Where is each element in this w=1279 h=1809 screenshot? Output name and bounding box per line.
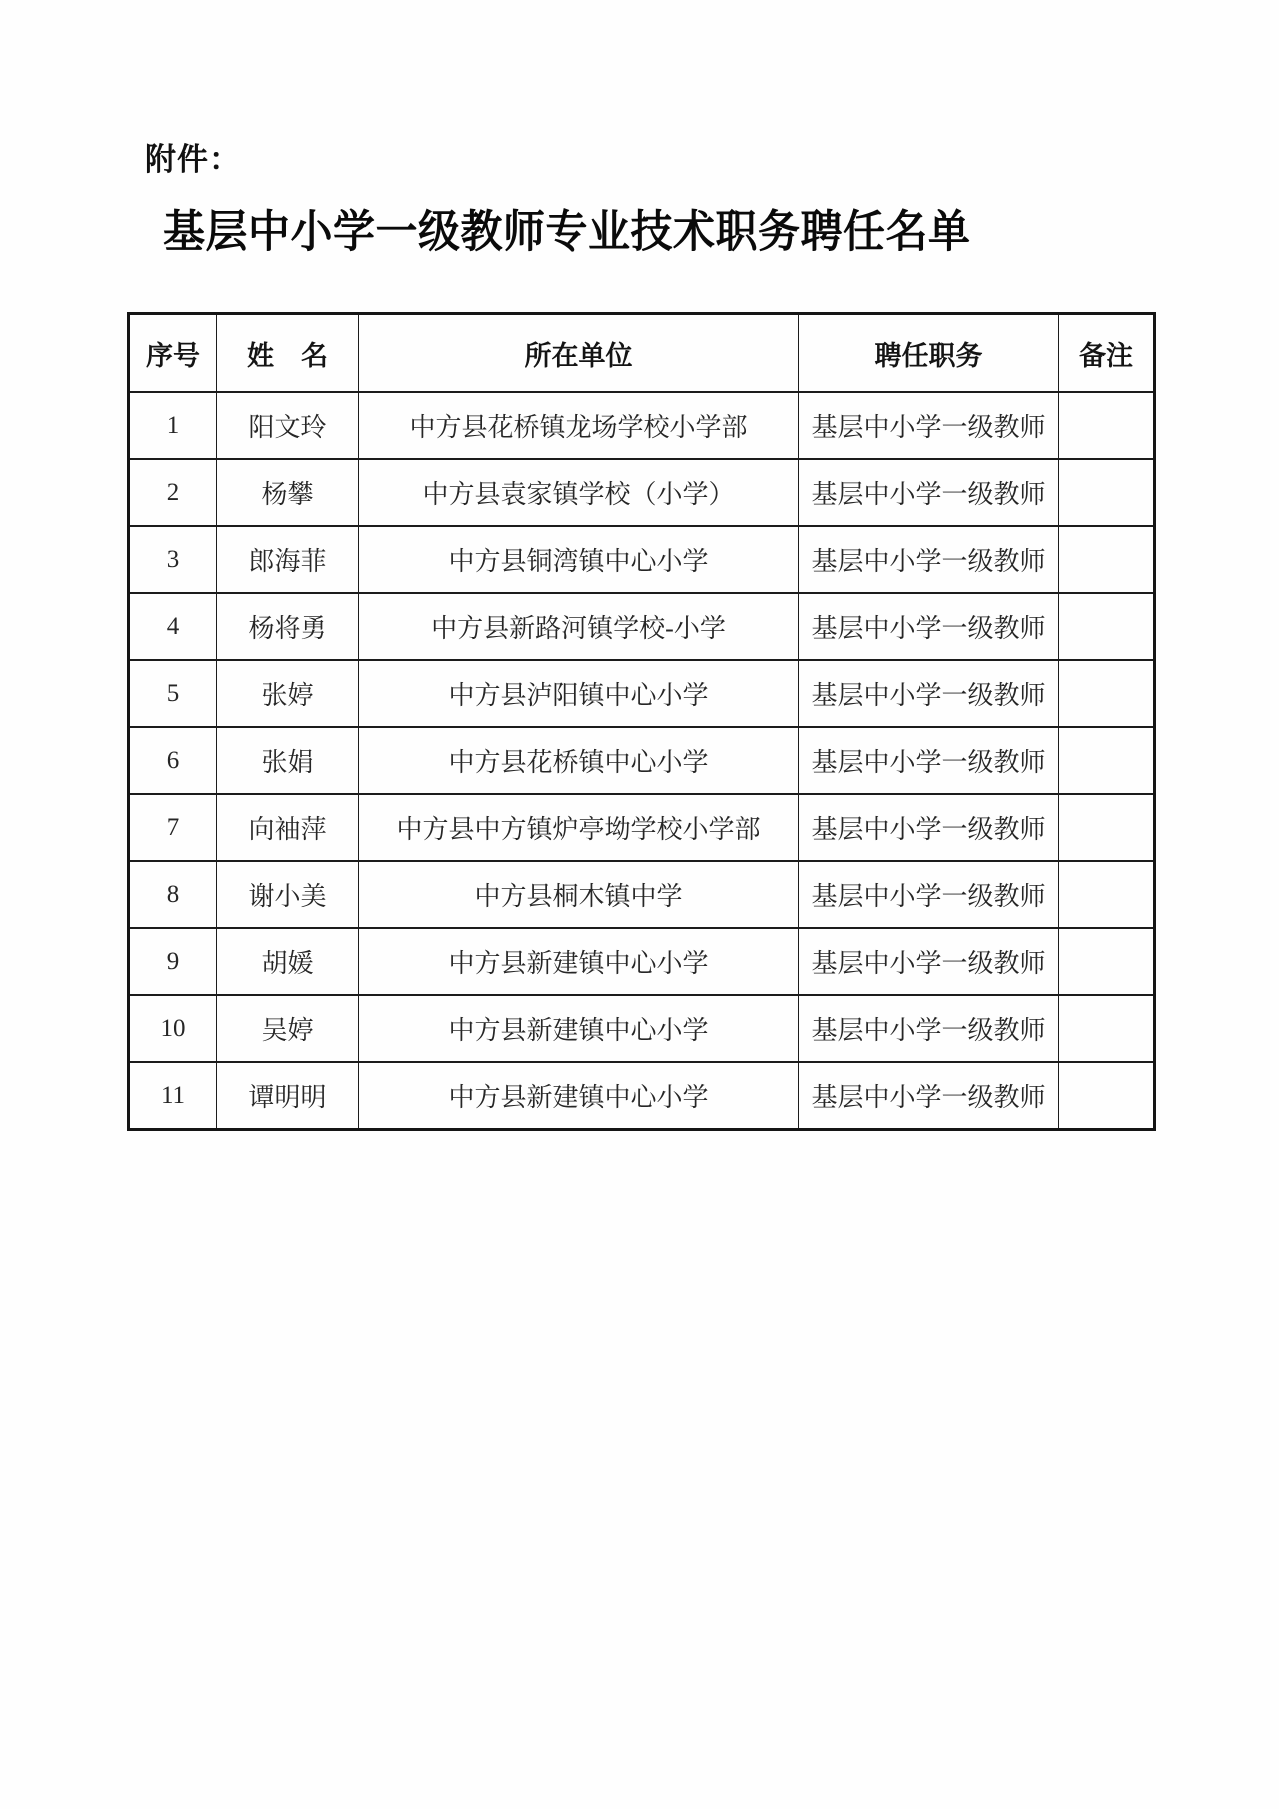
cell-position: 基层中小学一级教师 <box>799 995 1059 1062</box>
cell-unit: 中方县桐木镇中学 <box>359 861 799 928</box>
cell-remark <box>1059 593 1155 660</box>
cell-position: 基层中小学一级教师 <box>799 459 1059 526</box>
table-row <box>129 727 1155 794</box>
attachment-label: 附件： <box>145 142 241 177</box>
table-row <box>129 928 1155 995</box>
cell-name: 郎海菲 <box>217 526 359 593</box>
table-row <box>129 1062 1155 1130</box>
page-title: 基层中小学一级教师专业技术职务聘任名单 <box>163 208 971 257</box>
table-row <box>129 526 1155 593</box>
table-row <box>129 459 1155 526</box>
cell-unit: 中方县泸阳镇中心小学 <box>359 660 799 727</box>
cell-serial-number: 3 <box>129 526 217 593</box>
cell-name: 张婷 <box>217 660 359 727</box>
cell-unit: 中方县中方镇炉亭坳学校小学部 <box>359 794 799 861</box>
table-header-row <box>129 314 1155 393</box>
cell-remark <box>1059 392 1155 459</box>
cell-position: 基层中小学一级教师 <box>799 660 1059 727</box>
cell-unit: 中方县新建镇中心小学 <box>359 995 799 1062</box>
cell-position: 基层中小学一级教师 <box>799 794 1059 861</box>
cell-serial-number: 6 <box>129 727 217 794</box>
cell-unit: 中方县花桥镇龙场学校小学部 <box>359 392 799 459</box>
cell-serial-number: 10 <box>129 995 217 1062</box>
cell-unit: 中方县新路河镇学校-小学 <box>359 593 799 660</box>
cell-remark <box>1059 526 1155 593</box>
cell-serial-number: 2 <box>129 459 217 526</box>
header-remark: 备注 <box>1059 314 1155 393</box>
header-serial-number: 序号 <box>129 314 217 393</box>
header-name: 姓 名 <box>217 314 359 393</box>
table-row <box>129 995 1155 1062</box>
cell-remark <box>1059 459 1155 526</box>
cell-serial-number: 11 <box>129 1062 217 1130</box>
cell-remark <box>1059 928 1155 995</box>
cell-position: 基层中小学一级教师 <box>799 861 1059 928</box>
appointment-table <box>127 312 1156 1131</box>
cell-serial-number: 4 <box>129 593 217 660</box>
header-unit: 所在单位 <box>359 314 799 393</box>
header-position: 聘任职务 <box>799 314 1059 393</box>
cell-position: 基层中小学一级教师 <box>799 593 1059 660</box>
cell-position: 基层中小学一级教师 <box>799 526 1059 593</box>
cell-name: 吴婷 <box>217 995 359 1062</box>
cell-position: 基层中小学一级教师 <box>799 928 1059 995</box>
cell-name: 谭明明 <box>217 1062 359 1130</box>
cell-name: 谢小美 <box>217 861 359 928</box>
table-row <box>129 861 1155 928</box>
cell-serial-number: 1 <box>129 392 217 459</box>
cell-position: 基层中小学一级教师 <box>799 1062 1059 1130</box>
cell-name: 向袖萍 <box>217 794 359 861</box>
cell-position: 基层中小学一级教师 <box>799 727 1059 794</box>
cell-serial-number: 7 <box>129 794 217 861</box>
cell-remark <box>1059 1062 1155 1130</box>
cell-name: 杨攀 <box>217 459 359 526</box>
cell-remark <box>1059 727 1155 794</box>
cell-name: 杨将勇 <box>217 593 359 660</box>
cell-name: 阳文玲 <box>217 392 359 459</box>
cell-serial-number: 8 <box>129 861 217 928</box>
cell-unit: 中方县袁家镇学校（小学） <box>359 459 799 526</box>
cell-remark <box>1059 861 1155 928</box>
cell-serial-number: 9 <box>129 928 217 995</box>
table-row <box>129 660 1155 727</box>
table-row <box>129 392 1155 459</box>
cell-unit: 中方县花桥镇中心小学 <box>359 727 799 794</box>
cell-unit: 中方县新建镇中心小学 <box>359 928 799 995</box>
table-row <box>129 593 1155 660</box>
cell-remark <box>1059 794 1155 861</box>
cell-name: 胡媛 <box>217 928 359 995</box>
table-row <box>129 794 1155 861</box>
cell-serial-number: 5 <box>129 660 217 727</box>
cell-name: 张娟 <box>217 727 359 794</box>
cell-unit: 中方县新建镇中心小学 <box>359 1062 799 1130</box>
cell-unit: 中方县铜湾镇中心小学 <box>359 526 799 593</box>
cell-remark <box>1059 660 1155 727</box>
cell-position: 基层中小学一级教师 <box>799 392 1059 459</box>
cell-remark <box>1059 995 1155 1062</box>
